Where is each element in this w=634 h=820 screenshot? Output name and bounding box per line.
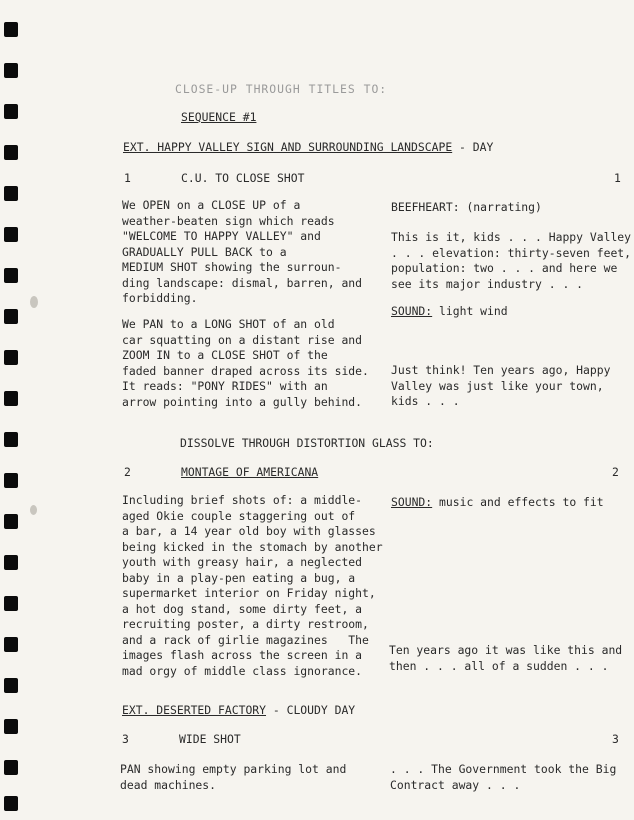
binding-hole	[4, 22, 18, 37]
binding-hole	[4, 350, 18, 365]
binding-hole	[4, 760, 18, 775]
scene-3-number-right: 3	[612, 732, 619, 746]
scene-1-dialogue-2: Just think! Ten years ago, Happy Valley was just like your town, kids . . .	[391, 363, 611, 408]
binding-hole	[4, 432, 18, 447]
binding-hole	[4, 104, 18, 119]
binding-hole	[4, 227, 18, 242]
binding-hole	[4, 145, 18, 160]
scene-1-number: 1	[124, 171, 131, 185]
scene-1-shot: C.U. TO CLOSE SHOT	[181, 171, 305, 185]
scene-2-sound	[391, 495, 604, 511]
sound-text: light wind	[439, 304, 508, 318]
paper-speck	[30, 296, 38, 308]
speaker-name: BEEFHEART:	[391, 200, 460, 214]
scene-3-heading	[122, 703, 355, 719]
scene-3-shot: WIDE SHOT	[179, 732, 241, 746]
scene-3-action: PAN showing empty parking lot and dead machines.	[120, 762, 347, 792]
scene-1-number-right: 1	[614, 171, 621, 185]
sound-label: SOUND:	[391, 495, 433, 509]
scene-3-dialogue: . . . The Government took the Big Contract away . . .	[390, 762, 617, 792]
sequence-title: SEQUENCE #1	[181, 110, 257, 124]
scene-1-speaker-line	[391, 200, 542, 216]
binding-hole	[4, 473, 18, 488]
binding-hole	[4, 268, 18, 283]
binding-hole	[4, 63, 18, 78]
binding-hole	[4, 678, 18, 693]
binding-hole	[4, 719, 18, 734]
binding-hole	[4, 637, 18, 652]
sound-label: SOUND:	[391, 304, 433, 318]
scene-3-heading-suffix: - CLOUDY DAY	[266, 703, 356, 717]
scene-2-number: 2	[124, 465, 131, 479]
sound-text: music and effects to fit	[439, 495, 604, 509]
scene-3-number: 3	[122, 732, 129, 746]
binding-hole	[4, 186, 18, 201]
scene-2-dialogue: Ten years ago it was like this and then . . . all of a sudden . . .	[389, 643, 623, 673]
scene-1-sound	[391, 304, 508, 320]
binding-hole	[4, 596, 18, 611]
binding-hole	[4, 514, 18, 529]
scene-2-shot: MONTAGE OF AMERICANA	[181, 465, 319, 479]
scene-1-heading	[123, 140, 493, 156]
scene-1-action-1: We OPEN on a CLOSE UP of a weather-beaten sign which reads "WELCOME TO HAPPY VALLEY" and GRADUALLY PULL BACK to a MEDIUM SHOT showing the surroun- ding landscape: dismal, barren, and forbidding.	[122, 198, 363, 305]
binding-hole	[4, 796, 18, 811]
scene-1-dialogue: This is it, kids . . . Happy Valley . . . elevation: thirty-seven feet, population: two . . . and here we see its major industry . . .	[391, 230, 632, 291]
binding-hole	[4, 555, 18, 570]
scene-2-action: Including brief shots of: a middle- aged Okie couple staggering out of a bar, a 14 year old boy with glasses being kicked in the stomach by another youth with greasy hair, a neglected baby in a play-pen eating a bug, a supermarket interior on Friday night, a hot dog stand, some dirty feet, a recruiting poster, a dirty restroom, and a rack of girlie magazines The images flash across the screen in a mad orgy of middle class ignorance.	[122, 493, 383, 678]
binding-hole	[4, 391, 18, 406]
transition: DISSOLVE THROUGH DISTORTION GLASS TO:	[180, 436, 434, 450]
scene-1-action-2: We PAN to a LONG SHOT of an old car squatting on a distant rise and ZOOM IN to a CLOSE SHOT of the faded banner draped across its side. It reads: "PONY RIDES" with an arrow pointing into a gully behind.	[122, 317, 369, 409]
spiral-binding	[0, 0, 22, 820]
scene-1-heading-text: EXT. HAPPY VALLEY SIGN AND SURROUNDING LANDSCAPE	[123, 140, 453, 154]
scene-2-number-right: 2	[612, 465, 619, 479]
scene-3-heading-text: EXT. DESERTED FACTORY	[122, 703, 267, 717]
scene-1-heading-suffix: - DAY	[452, 140, 494, 154]
binding-hole	[4, 309, 18, 324]
parenthetical: (narrating)	[466, 200, 542, 214]
faded-header: CLOSE-UP THROUGH TITLES TO:	[175, 82, 388, 96]
paper-speck	[30, 505, 37, 515]
